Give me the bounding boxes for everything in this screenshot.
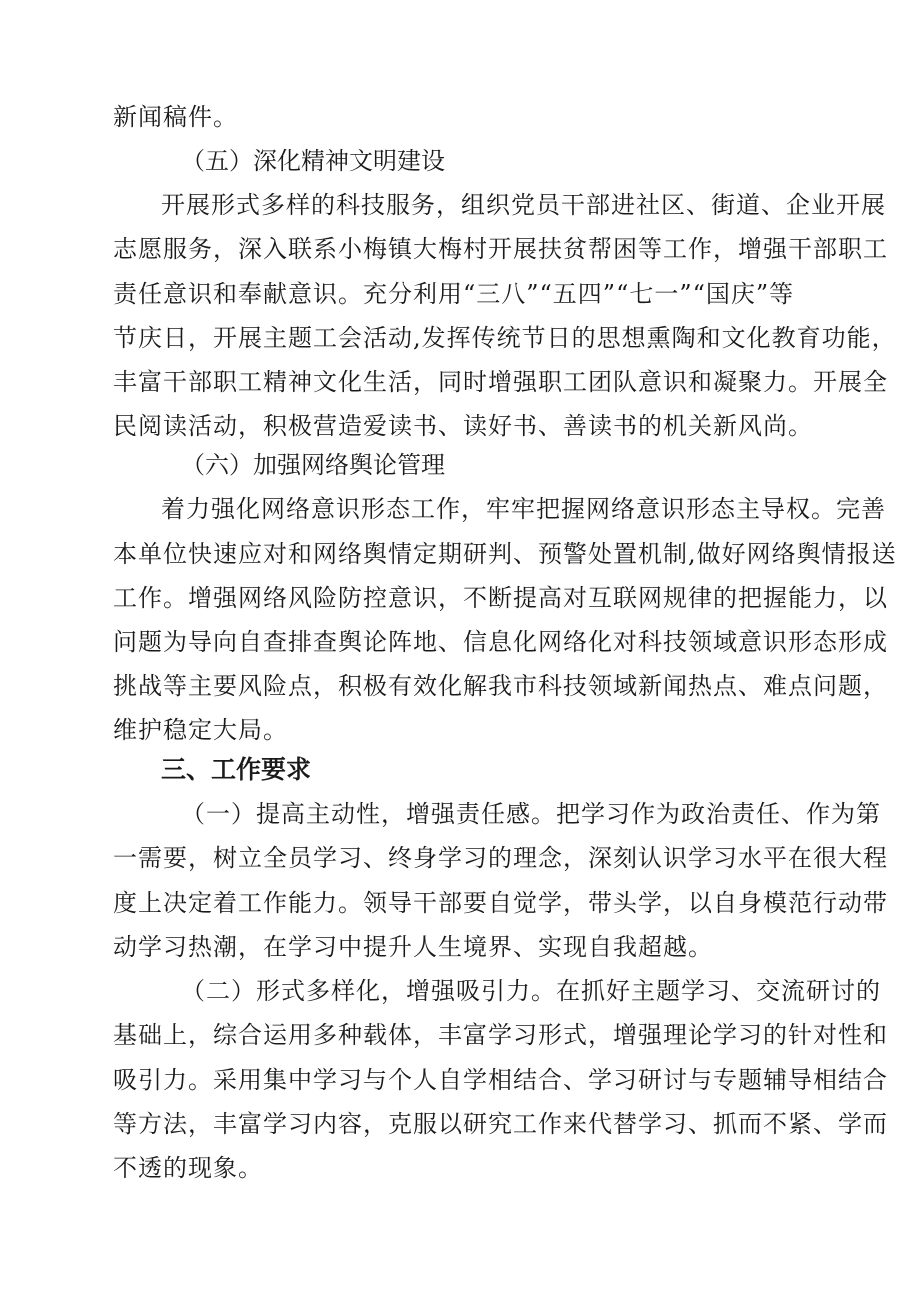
subheading-6: （六）加强网络舆论管理 [181,451,445,479]
paragraph-line: 志愿服务，深入联系小梅镇大梅村开展扶贫帮困等工作，增强干部职工 [113,235,888,263]
paragraph-line: 挑战等主要风险点，积极有效化解我市科技领域新闻热点、难点问题， [113,672,888,700]
paragraph-line: 基础上，综合运用多种载体，丰富学习形式，增强理论学习的针对性和 [113,1021,888,1049]
paragraph-line: （二）形式多样化，增强吸引力。在抓好主题学习、交流研讨的 [181,977,881,1005]
paragraph-line: 民阅读活动，积极营造爱读书、读好书、善读书的机关新风尚。 [113,412,813,440]
paragraph-line: 责任意识和奉献意识。充分利用“三八”“五四”“七一”“国庆”等 [113,280,795,308]
paragraph-line: 度上决定着工作能力。领导干部要自觉学，带头学，以自身模范行动带 [113,889,888,917]
paragraph-line: 等方法，丰富学习内容，克服以研究工作来代替学习、抓而不紧、学而 [113,1110,888,1138]
paragraph-line: 开展形式多样的科技服务，组织党员干部进社区、街道、企业开展 [161,191,886,219]
paragraph-line: 一需要，树立全员学习、终身学习的理念，深刻认识学习水平在很大程 [113,844,888,872]
paragraph-line: 本单位快速应对和网络舆情定期研判、预警处置机制,做好网络舆情报送 [113,540,897,568]
paragraph-line: 节庆日，开展主题工会活动,发挥传统节日的思想熏陶和文化教育功能， [113,324,897,352]
paragraph-line: 工作。增强网络风险防控意识，不断提高对互联网规律的把握能力，以 [113,584,888,612]
paragraph-line: 着力强化网络意识形态工作，牢牢把握网络意识形态主导权。完善 [161,495,886,523]
section-heading: 三、工作要求 [161,755,312,784]
paragraph-line: 维护稳定大局。 [113,716,288,744]
paragraph-line: 问题为导向自查排查舆论阵地、信息化网络化对科技领域意识形态形成 [113,628,888,656]
subheading-5: （五）深化精神文明建设 [181,147,445,175]
paragraph-line: 新闻稿件。 [113,103,238,131]
paragraph-line: 吸引力。采用集中学习与个人自学相结合、学习研讨与专题辅导相结合 [113,1066,888,1094]
paragraph-line: 丰富干部职工精神文化生活，同时增强职工团队意识和凝聚力。开展全 [113,368,888,396]
paragraph-line: 动学习热潮，在学习中提升人生境界、实现自我超越。 [113,933,713,961]
paragraph-line: 不透的现象。 [113,1154,263,1182]
paragraph-line: （一）提高主动性，增强责任感。把学习作为政治责任、作为第 [181,800,881,828]
